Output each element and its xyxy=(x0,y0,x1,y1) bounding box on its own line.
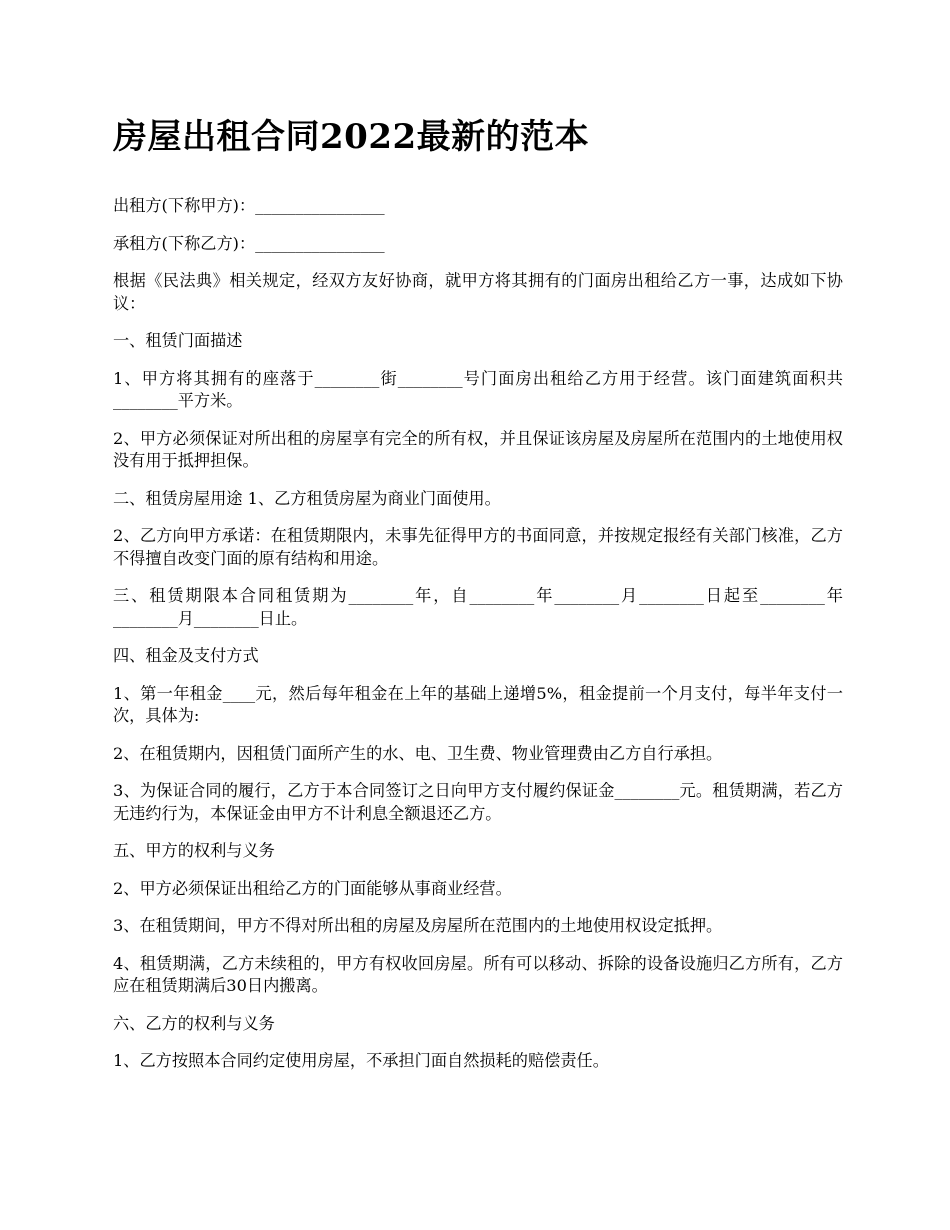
clause-paragraph: 1、乙方按照本合同约定使用房屋，不承担门面自然损耗的赔偿责任。 xyxy=(113,1051,609,1070)
document-page xyxy=(113,108,843,1088)
document-title: 房屋出租合同2022最新的范本 xyxy=(113,117,590,157)
section-heading-5: 五、甲方的权利与义务 xyxy=(113,841,275,860)
preamble-paragraph: 根据《民法典》相关规定，经双方友好协商，就甲方将其拥有的门面房出租给乙方一事，达成如下协议： xyxy=(113,271,843,313)
clause-paragraph: 3、为保证合同的履行，乙方于本合同签订之日向甲方支付履约保证金________元。租赁期满，若乙方无违约行为，本保证金由甲方不计利息全额退还乙方。 xyxy=(113,781,843,823)
lessor-line: 出租方(下称甲方)：________________ xyxy=(113,196,385,215)
section-heading-2: 二、租赁房屋用途 1、乙方租赁房屋为商业门面使用。 xyxy=(113,488,501,508)
clause-paragraph: 1、第一年租金____元，然后每年租金在上年的基础上递增5%，租金提前一个月支付，每半年支付一次，具体为: xyxy=(113,683,843,725)
lessee-line: 承租方(下称乙方)：________________ xyxy=(113,233,385,253)
clause-paragraph: 4、租赁期满，乙方未续租的，甲方有权收回房屋。所有可以移动、拆除的设备设施归乙方所有，乙方应在租赁期满后30日内搬离。 xyxy=(113,953,843,995)
clause-paragraph: 2、乙方向甲方承诺：在租赁期限内，未事先征得甲方的书面同意，并按规定报经有关部门核准，乙方不得擅自改变门面的原有结构和用途。 xyxy=(113,526,843,568)
section-heading-1: 一、租赁门面描述 xyxy=(113,331,243,350)
section-heading-6: 六、乙方的权利与义务 xyxy=(113,1013,275,1033)
clause-paragraph: 2、甲方必须保证出租给乙方的门面能够从事商业经营。 xyxy=(113,878,512,898)
clause-paragraph: 2、甲方必须保证对所出租的房屋享有完全的所有权，并且保证该房屋及房屋所在范围内的土地使用权没有用于抵押担保。 xyxy=(113,428,843,470)
section-heading-3: 三、租赁期限本合同租赁期为________年，自________年________月________日起至________年________月________日止。 xyxy=(113,586,843,628)
section-heading-4: 四、租金及支付方式 xyxy=(113,646,259,665)
clause-paragraph: 1、甲方将其拥有的座落于________街________号门面房出租给乙方用于经营。该门面建筑面积共________平方米。 xyxy=(113,368,843,410)
clause-paragraph: 3、在租赁期间，甲方不得对所出租的房屋及房屋所在范围内的土地使用权设定抵押。 xyxy=(113,916,723,935)
clause-paragraph: 2、在租赁期内，因租赁门面所产生的水、电、卫生费、物业管理费由乙方自行承担。 xyxy=(113,743,723,763)
